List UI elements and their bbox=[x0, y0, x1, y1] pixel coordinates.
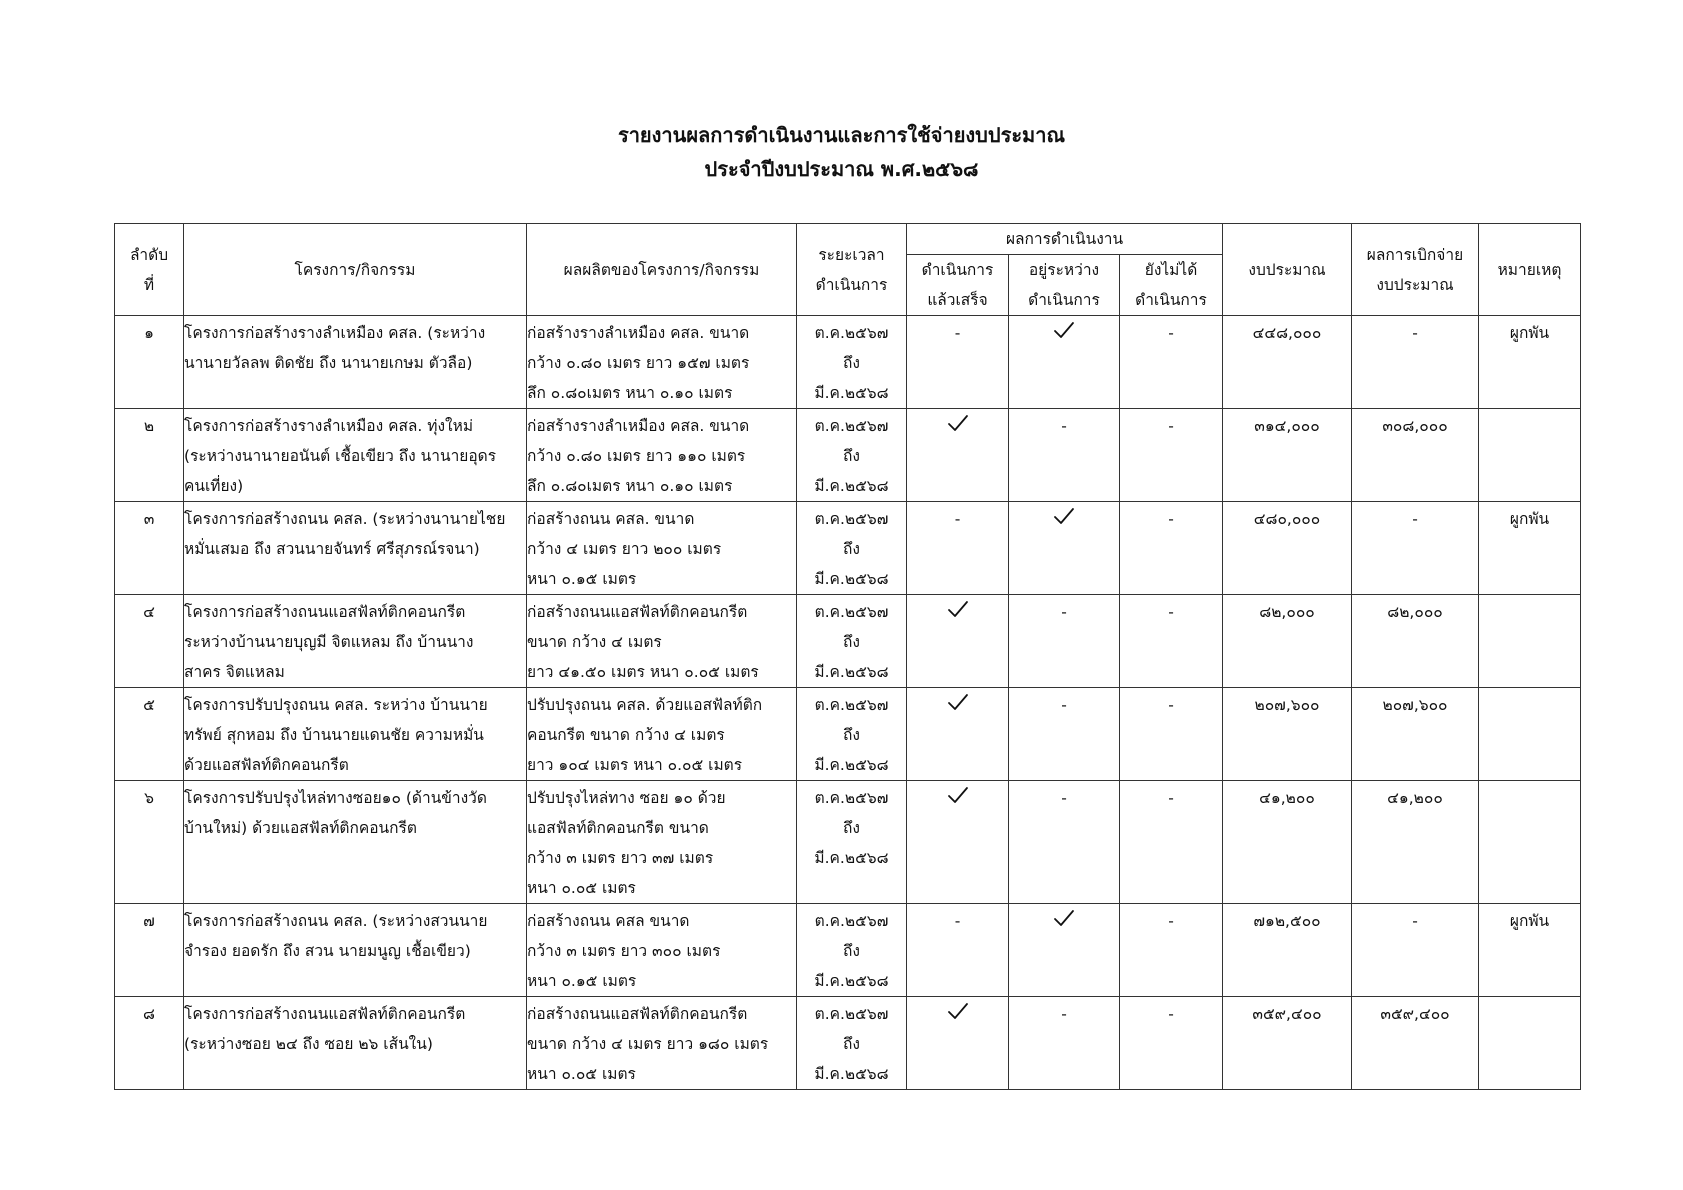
output-line: หนา ๐.๐๕ เมตร bbox=[527, 879, 636, 897]
period-cell bbox=[797, 904, 907, 997]
output-line: ก่อสร้างถนนแอสฟัลท์ติกคอนกรีต bbox=[527, 603, 748, 621]
project-line: โครงการก่อสร้างถนนแอสฟัลท์ติกคอนกรีต bbox=[184, 603, 466, 621]
period-line: ถึง bbox=[843, 540, 860, 558]
disbursed-cell: ๒๐๗,๖๐๐ bbox=[1352, 688, 1479, 781]
project-line: จำรอง ยอดรัก ถึง สวน นายมนูญ เชื้อเขียว) bbox=[184, 942, 471, 960]
header-order: ลำดับ ที่ bbox=[115, 224, 184, 316]
status-in-progress-cell: - bbox=[1009, 595, 1120, 688]
output-line: กว้าง ๓ เมตร ยาว ๓๐๐ เมตร bbox=[527, 942, 721, 960]
remark-cell bbox=[1479, 595, 1581, 688]
project-line: สาคร จิตแหลม bbox=[184, 663, 285, 681]
header-output: ผลผลิตของโครงการ/กิจกรรม bbox=[527, 224, 797, 316]
output-cell bbox=[527, 409, 797, 502]
table-row bbox=[115, 595, 1581, 688]
table-body bbox=[115, 316, 1581, 1090]
disbursed-cell: ๘๒,๐๐๐ bbox=[1352, 595, 1479, 688]
status-done-cell bbox=[907, 781, 1009, 904]
output-cell bbox=[527, 997, 797, 1090]
period-cell bbox=[797, 502, 907, 595]
output-line: ขนาด กว้าง ๔ เมตร ยาว ๑๘๐ เมตร bbox=[527, 1035, 769, 1053]
header-remark: หมายเหตุ bbox=[1479, 224, 1581, 316]
output-line: หนา ๐.๐๕ เมตร bbox=[527, 1065, 636, 1083]
project-line: โครงการก่อสร้างรางลำเหมือง คสล. ทุ่งใหม่ bbox=[184, 417, 474, 435]
project-line: ด้วยแอสฟัลท์ติกคอนกรีต bbox=[184, 756, 349, 774]
period-line: ต.ค.๒๕๖๗ bbox=[814, 603, 889, 621]
table-row bbox=[115, 997, 1581, 1090]
project-cell bbox=[184, 997, 527, 1090]
budget-cell: ๓๕๙,๔๐๐ bbox=[1223, 997, 1352, 1090]
budget-cell: ๘๒,๐๐๐ bbox=[1223, 595, 1352, 688]
output-line: ก่อสร้างรางลำเหมือง คสล. ขนาด bbox=[527, 417, 750, 435]
project-cell bbox=[184, 409, 527, 502]
project-line: ทรัพย์ สุกหอม ถึง บ้านนายแดนชัย ความหมั่น bbox=[184, 726, 484, 744]
budget-cell: ๔๘๐,๐๐๐ bbox=[1223, 502, 1352, 595]
header-result-group: ผลการดำเนินงาน bbox=[907, 224, 1223, 255]
header-project: โครงการ/กิจกรรม bbox=[184, 224, 527, 316]
project-line: โครงการก่อสร้างถนน คสล. (ระหว่างสวนนาย bbox=[184, 912, 488, 930]
remark-cell: ผูกพัน bbox=[1479, 502, 1581, 595]
row-number: ๗ bbox=[115, 904, 184, 997]
status-not-started-cell: - bbox=[1120, 997, 1223, 1090]
status-done-cell bbox=[907, 997, 1009, 1090]
disbursed-cell: - bbox=[1352, 502, 1479, 595]
project-cell bbox=[184, 316, 527, 409]
project-cell bbox=[184, 688, 527, 781]
status-in-progress-cell: - bbox=[1009, 688, 1120, 781]
checkmark-icon bbox=[1053, 909, 1075, 927]
status-not-started-cell: - bbox=[1120, 781, 1223, 904]
budget-cell: ๔๑,๒๐๐ bbox=[1223, 781, 1352, 904]
header-budget: งบประมาณ bbox=[1223, 224, 1352, 316]
disbursed-cell: ๔๑,๒๐๐ bbox=[1352, 781, 1479, 904]
budget-cell: ๒๐๗,๖๐๐ bbox=[1223, 688, 1352, 781]
output-line: ลึก ๐.๘๐เมตร หนา ๐.๑๐ เมตร bbox=[527, 384, 733, 402]
status-done-cell bbox=[907, 688, 1009, 781]
project-line: โครงการก่อสร้างรางลำเหมือง คสล. (ระหว่าง bbox=[184, 324, 486, 342]
status-not-started-cell: - bbox=[1120, 409, 1223, 502]
status-not-started-cell: - bbox=[1120, 316, 1223, 409]
project-line: (ระหว่างซอย ๒๔ ถึง ซอย ๒๖ เส้นใน) bbox=[184, 1035, 433, 1053]
project-line: โครงการก่อสร้างถนนแอสฟัลท์ติกคอนกรีต bbox=[184, 1005, 466, 1023]
output-line: ลึก ๐.๘๐เมตร หนา ๐.๑๐ เมตร bbox=[527, 477, 733, 495]
period-line: มี.ค.๒๕๖๘ bbox=[814, 477, 889, 495]
period-cell bbox=[797, 997, 907, 1090]
output-line: ยาว ๔๑.๕๐ เมตร หนา ๐.๐๕ เมตร bbox=[527, 663, 759, 681]
period-line: มี.ค.๒๕๖๘ bbox=[814, 1065, 889, 1083]
period-line: ต.ค.๒๕๖๗ bbox=[814, 912, 889, 930]
disbursed-cell: ๓๕๙,๔๐๐ bbox=[1352, 997, 1479, 1090]
period-line: มี.ค.๒๕๖๘ bbox=[814, 972, 889, 990]
status-in-progress-cell: - bbox=[1009, 997, 1120, 1090]
remark-cell bbox=[1479, 997, 1581, 1090]
header-not-started: ยังไม่ได้ ดำเนินการ bbox=[1120, 255, 1223, 316]
output-line: ก่อสร้างรางลำเหมือง คสล. ขนาด bbox=[527, 324, 750, 342]
output-line: แอสฟัลท์ติกคอนกรีต ขนาด bbox=[527, 819, 709, 837]
status-in-progress-cell bbox=[1009, 316, 1120, 409]
checkmark-icon bbox=[1053, 507, 1075, 525]
row-number: ๖ bbox=[115, 781, 184, 904]
output-line: ขนาด กว้าง ๔ เมตร bbox=[527, 633, 662, 651]
period-line: ถึง bbox=[843, 354, 860, 372]
remark-cell: ผูกพัน bbox=[1479, 904, 1581, 997]
report-title-line-2: ประจำปีงบประมาณ พ.ศ.๒๕๖๘ bbox=[704, 157, 979, 181]
output-line: กว้าง ๔ เมตร ยาว ๒๐๐ เมตร bbox=[527, 540, 722, 558]
output-line: กว้าง ๐.๘๐ เมตร ยาว ๑๑๐ เมตร bbox=[527, 447, 746, 465]
header-period: ระยะเวลา ดำเนินการ bbox=[797, 224, 907, 316]
row-number: ๑ bbox=[115, 316, 184, 409]
output-cell bbox=[527, 595, 797, 688]
report-title-line-1: รายงานผลการดำเนินงานและการใช้จ่ายงบประมาณ bbox=[617, 123, 1066, 147]
disbursed-cell: - bbox=[1352, 316, 1479, 409]
table-row bbox=[115, 904, 1581, 997]
table-row bbox=[115, 688, 1581, 781]
project-cell bbox=[184, 904, 527, 997]
output-line: กว้าง ๓ เมตร ยาว ๓๗ เมตร bbox=[527, 849, 714, 867]
period-cell bbox=[797, 781, 907, 904]
disbursed-cell: - bbox=[1352, 904, 1479, 997]
period-line: ถึง bbox=[843, 726, 860, 744]
header-in-progress: อยู่ระหว่าง ดำเนินการ bbox=[1009, 255, 1120, 316]
project-line: โครงการปรับปรุงถนน คสล. ระหว่าง บ้านนาย bbox=[184, 696, 488, 714]
output-line: ก่อสร้างถนน คสล ขนาด bbox=[527, 912, 690, 930]
output-cell bbox=[527, 502, 797, 595]
status-not-started-cell: - bbox=[1120, 904, 1223, 997]
report-title bbox=[0, 118, 1683, 186]
table-row bbox=[115, 409, 1581, 502]
disbursed-cell: ๓๐๘,๐๐๐ bbox=[1352, 409, 1479, 502]
header-done: ดำเนินการ แล้วเสร็จ bbox=[907, 255, 1009, 316]
period-cell bbox=[797, 595, 907, 688]
status-in-progress-cell: - bbox=[1009, 409, 1120, 502]
project-cell bbox=[184, 781, 527, 904]
budget-cell: ๗๑๒,๕๐๐ bbox=[1223, 904, 1352, 997]
project-cell bbox=[184, 502, 527, 595]
project-cell bbox=[184, 595, 527, 688]
status-not-started-cell: - bbox=[1120, 595, 1223, 688]
status-done-cell bbox=[907, 595, 1009, 688]
checkmark-icon bbox=[947, 600, 969, 618]
period-line: ถึง bbox=[843, 447, 860, 465]
status-not-started-cell: - bbox=[1120, 502, 1223, 595]
remark-cell bbox=[1479, 688, 1581, 781]
status-done-cell: - bbox=[907, 904, 1009, 997]
period-line: ต.ค.๒๕๖๗ bbox=[814, 417, 889, 435]
period-line: ต.ค.๒๕๖๗ bbox=[814, 324, 889, 342]
remark-cell bbox=[1479, 781, 1581, 904]
output-line: ปรับปรุงไหล่ทาง ซอย ๑๐ ด้วย bbox=[527, 789, 726, 807]
checkmark-icon bbox=[947, 693, 969, 711]
period-line: ต.ค.๒๕๖๗ bbox=[814, 1005, 889, 1023]
row-number: ๘ bbox=[115, 997, 184, 1090]
output-cell bbox=[527, 904, 797, 997]
checkmark-icon bbox=[1053, 321, 1075, 339]
period-line: มี.ค.๒๕๖๘ bbox=[814, 849, 889, 867]
period-cell bbox=[797, 316, 907, 409]
period-line: ถึง bbox=[843, 633, 860, 651]
period-cell bbox=[797, 409, 907, 502]
header-disbursed: ผลการเบิกจ่าย งบประมาณ bbox=[1352, 224, 1479, 316]
status-done-cell: - bbox=[907, 502, 1009, 595]
table-row bbox=[115, 316, 1581, 409]
output-cell bbox=[527, 316, 797, 409]
row-number: ๔ bbox=[115, 595, 184, 688]
table-row bbox=[115, 502, 1581, 595]
status-in-progress-cell: - bbox=[1009, 781, 1120, 904]
project-line: คนเที่ยง) bbox=[184, 477, 244, 495]
output-line: กว้าง ๐.๘๐ เมตร ยาว ๑๕๗ เมตร bbox=[527, 354, 750, 372]
output-cell bbox=[527, 688, 797, 781]
period-line: ต.ค.๒๕๖๗ bbox=[814, 789, 889, 807]
remark-cell bbox=[1479, 409, 1581, 502]
checkmark-icon bbox=[947, 414, 969, 432]
status-in-progress-cell bbox=[1009, 502, 1120, 595]
output-line: หนา ๐.๑๕ เมตร bbox=[527, 972, 637, 990]
table-row bbox=[115, 781, 1581, 904]
project-line: นานายวัลลพ ติดชัย ถึง นานายเกษม ตัวลือ) bbox=[184, 354, 473, 372]
checkmark-icon bbox=[947, 1002, 969, 1020]
row-number: ๕ bbox=[115, 688, 184, 781]
remark-cell: ผูกพัน bbox=[1479, 316, 1581, 409]
period-line: มี.ค.๒๕๖๘ bbox=[814, 384, 889, 402]
status-in-progress-cell bbox=[1009, 904, 1120, 997]
period-line: ต.ค.๒๕๖๗ bbox=[814, 696, 889, 714]
project-line: หมั่นเสมอ ถึง สวนนายจันทร์ ศรีสุภรณ์รจนา) bbox=[184, 540, 480, 558]
report-table bbox=[114, 223, 1581, 1090]
output-line: ปรับปรุงถนน คสล. ด้วยแอสฟัลท์ติก bbox=[527, 696, 763, 714]
period-line: มี.ค.๒๕๖๘ bbox=[814, 756, 889, 774]
period-line: ถึง bbox=[843, 1035, 860, 1053]
period-line: ถึง bbox=[843, 819, 860, 837]
period-line: ถึง bbox=[843, 942, 860, 960]
project-line: (ระหว่างนานายอนันต์ เชื้อเขียว ถึง นานายอุดร bbox=[184, 447, 497, 465]
period-cell bbox=[797, 688, 907, 781]
output-line: คอนกรีต ขนาด กว้าง ๔ เมตร bbox=[527, 726, 725, 744]
status-not-started-cell: - bbox=[1120, 688, 1223, 781]
row-number: ๓ bbox=[115, 502, 184, 595]
output-line: ยาว ๑๐๔ เมตร หนา ๐.๐๕ เมตร bbox=[527, 756, 743, 774]
budget-cell: ๔๔๘,๐๐๐ bbox=[1223, 316, 1352, 409]
project-line: บ้านใหม่) ด้วยแอสฟัลท์ติกคอนกรีต bbox=[184, 819, 417, 837]
project-line: โครงการก่อสร้างถนน คสล. (ระหว่างนานายไชย bbox=[184, 510, 506, 528]
row-number: ๒ bbox=[115, 409, 184, 502]
budget-cell: ๓๑๔,๐๐๐ bbox=[1223, 409, 1352, 502]
period-line: มี.ค.๒๕๖๘ bbox=[814, 570, 889, 588]
output-line: ก่อสร้างถนนแอสฟัลท์ติกคอนกรีต bbox=[527, 1005, 748, 1023]
output-line: ก่อสร้างถนน คสล. ขนาด bbox=[527, 510, 695, 528]
project-line: โครงการปรับปรุงไหล่ทางซอย๑๐ (ด้านข้างวัด bbox=[184, 789, 487, 807]
period-line: มี.ค.๒๕๖๘ bbox=[814, 663, 889, 681]
checkmark-icon bbox=[947, 786, 969, 804]
output-cell bbox=[527, 781, 797, 904]
status-done-cell: - bbox=[907, 316, 1009, 409]
status-done-cell bbox=[907, 409, 1009, 502]
project-line: ระหว่างบ้านนายบุญมี จิตแหลม ถึง บ้านนาง bbox=[184, 633, 474, 651]
output-line: หนา ๐.๑๕ เมตร bbox=[527, 570, 637, 588]
period-line: ต.ค.๒๕๖๗ bbox=[814, 510, 889, 528]
